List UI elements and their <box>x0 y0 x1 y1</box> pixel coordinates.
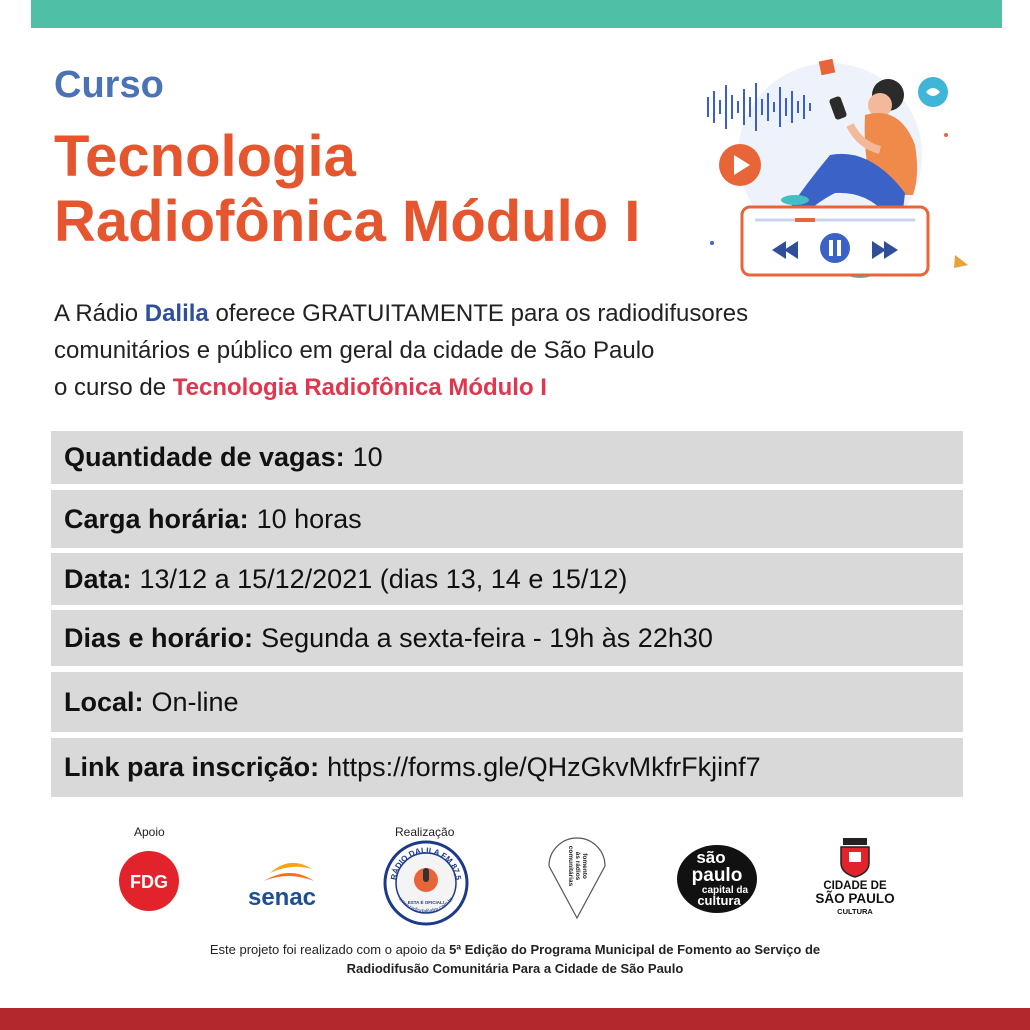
info-value: 10 <box>352 442 383 472</box>
fomento-text: às rádios <box>574 851 581 881</box>
cidade-logo-text: CULTURA <box>837 907 873 916</box>
info-row-local <box>51 672 963 732</box>
fomento-text: fomento <box>581 853 588 879</box>
bottom-accent-bar <box>0 1008 1030 1030</box>
title-line-2: Radiofônica Módulo I <box>54 189 641 254</box>
info-label: Data: <box>64 563 132 594</box>
info-value: Segunda a sexta-feira - 19h às 22h30 <box>261 622 713 653</box>
realizacao-label: Realização <box>395 825 455 839</box>
fdg-logo <box>118 850 180 912</box>
sp-logo-text: capital da <box>701 885 749 896</box>
apoio-label: Apoio <box>134 825 165 839</box>
dalila-ring-text: RÁDIO DALILA FM 87,5 <box>389 845 463 881</box>
info-row-carga <box>51 490 963 548</box>
footer-text: Este projeto foi realizado com o apoio da <box>209 942 446 957</box>
registration-link[interactable]: https://forms.gle/QHzGkvMkfrFkjinf7 <box>327 752 761 782</box>
intro-text: oferece GRATUITAMENTE para os radiodifusores <box>215 300 749 327</box>
footer-program: 5ª Edição do Programa Municipal de Fomento ao Serviço de <box>449 942 821 957</box>
sp-logo-text: paulo <box>691 865 743 886</box>
info-row-data <box>51 553 963 605</box>
radio-dalila-logo <box>383 840 469 926</box>
info-label: Quantidade de vagas: <box>64 442 345 472</box>
info-value: On-line <box>151 686 239 717</box>
cidade-sao-paulo-logo <box>805 836 905 920</box>
intro-text: o curso de <box>54 374 167 401</box>
cidade-logo-text: SÃO PAULO <box>815 891 895 906</box>
footer-line-1 <box>0 940 1030 959</box>
footer-line-2 <box>0 959 1030 978</box>
intro-line-1 <box>54 295 748 332</box>
dalila-tag-text: ESTA É OFICIAL! <box>407 900 445 905</box>
info-label: Carga horária: <box>64 503 249 534</box>
top-accent-bar <box>31 0 1002 28</box>
kicker-label: Curso <box>54 64 164 106</box>
senac-logo-text: senac <box>247 884 317 911</box>
cidade-logo-text: CIDADE DE <box>823 880 887 892</box>
title-line-1: Tecnologia <box>54 124 356 189</box>
dalila-url-text: www.radiodalilafm.com.br <box>397 896 455 915</box>
info-row-horario <box>51 610 963 666</box>
info-label: Link para inscrição: <box>64 752 320 782</box>
intro-line-2: comunitários e público em geral da cidade de São Paulo <box>54 337 655 364</box>
footer-credits <box>0 940 1030 978</box>
info-row-vagas <box>51 431 963 484</box>
audio-listener-illustration <box>700 55 970 290</box>
fomento-logo <box>545 836 609 920</box>
brand-name: Dalila <box>144 300 209 327</box>
info-value: 13/12 a 15/12/2021 (dias 13, 14 e 15/12) <box>139 563 628 594</box>
intro-line-3 <box>54 369 748 406</box>
intro-text: A Rádio <box>54 300 139 327</box>
fomento-text: comunitárias <box>567 845 574 887</box>
sp-logo-text: são <box>696 848 726 867</box>
intro-paragraph <box>54 295 748 406</box>
sao-paulo-capital-cultura-logo <box>675 843 759 915</box>
sp-logo-text: cultura <box>697 893 741 908</box>
info-row-link <box>51 738 963 797</box>
info-value: 10 horas <box>256 503 362 534</box>
page-title <box>54 124 640 254</box>
info-label: Dias e horário: <box>64 622 254 653</box>
fdg-logo-text: FDG <box>130 872 168 892</box>
footer-program: Radiodifusão Comunitária Para a Cidade de São Paulo <box>346 961 684 976</box>
course-name: Tecnologia Radiofônica Módulo I <box>172 374 547 401</box>
senac-logo <box>240 855 324 911</box>
info-label: Local: <box>64 686 144 717</box>
